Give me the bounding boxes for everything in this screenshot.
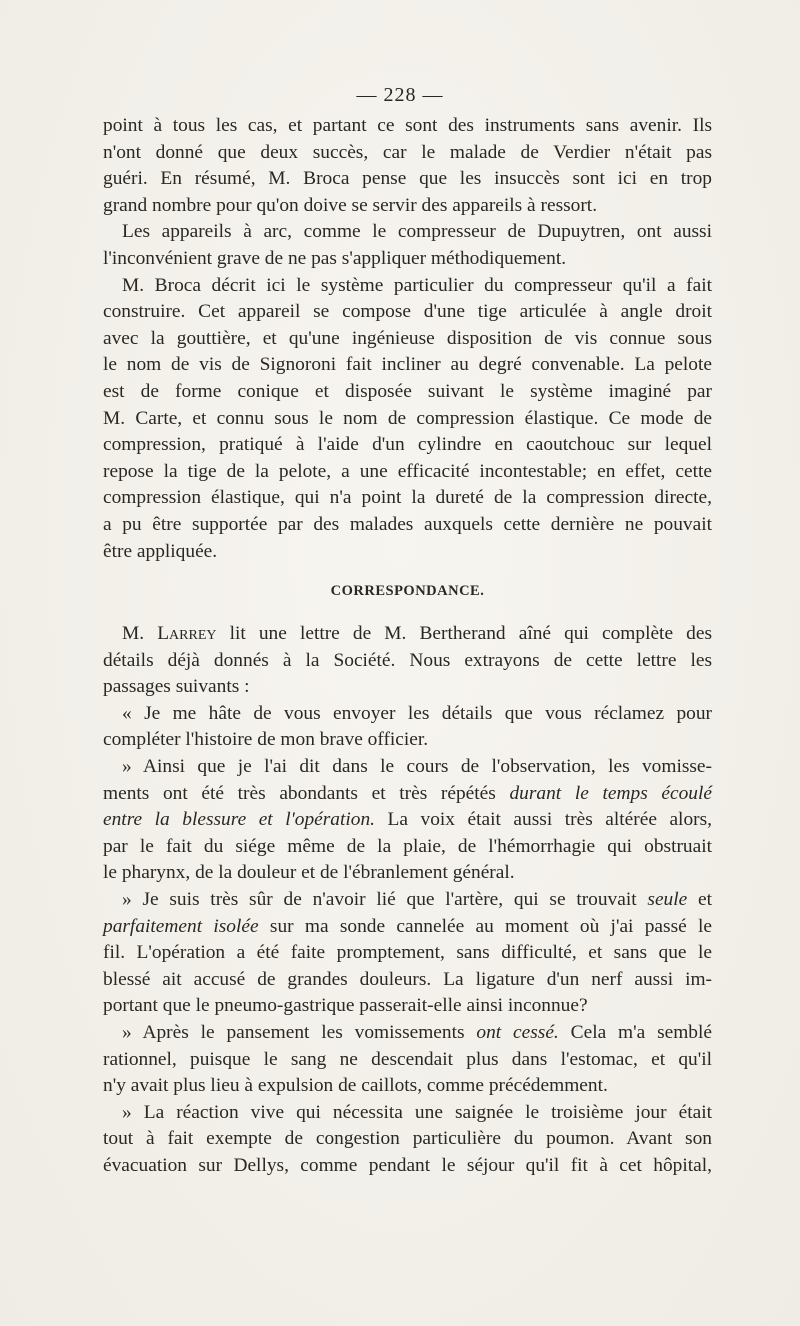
text-fragment: » Après le pansement les vomissements (122, 1022, 477, 1043)
text-line: par le fait du siége même de la plaie, de l'hémorrhagie qui obstruait (103, 835, 712, 857)
text-line: « Je me hâte de vous envoyer les détails que vous réclamez pour (122, 702, 712, 724)
text-line: évacuation sur Dellys, comme pendant le séjour qu'il fit à cet hôpital, (103, 1154, 712, 1176)
text-line: l'inconvénient grave de ne pas s'appliquer méthodiquement. (103, 247, 567, 269)
text-line (103, 621, 712, 648)
text-line: fil. L'opération a été faite promptement, sans difficulté, et sans que le (103, 942, 712, 964)
text-line: a pu être supportée par des malades auxquels cette dernière ne pouvait (103, 513, 712, 535)
text-line: détails déjà donnés à la Société. Nous extrayons de cette lettre les (103, 649, 712, 671)
text-line: M. Carte, et connu sous le nom de compression élastique. Ce mode de (103, 407, 712, 429)
body-text (103, 113, 712, 1180)
text-line: rationnel, puisque le sang ne descendait plus dans l'estomac, et qu'il (103, 1048, 712, 1070)
page-number: — 228 — (356, 84, 444, 106)
text-line: construire. Cet appareil se compose d'une tige articulée à angle droit (103, 301, 712, 323)
italic-fragment: durant le temps écoulé (509, 782, 713, 804)
text-line (103, 887, 712, 914)
text-line: point à tous les cas, et partant ce sont des instruments sans avenir. Ils (103, 115, 712, 136)
text-line: compression, pratiqué à l'aide d'un cylindre en caoutchouc sur lequel (103, 434, 712, 456)
text-fragment: lit une lettre de M. Bertherand aîné qui complète des (216, 623, 713, 645)
text-line: guéri. En résumé, M. Broca pense que les insuccès sont ici en trop (103, 168, 712, 190)
section-heading: CORRESPONDANCE. (330, 583, 485, 600)
text-line: avec la gouttière, et qu'une ingénieuse disposition de vis connue sous (103, 327, 712, 349)
text-line: grand nombre pour qu'on doive se servir des appareils à ressort. (103, 194, 598, 216)
text-line: blessé ait accusé de grandes douleurs. La ligature d'un nerf aussi im- (103, 968, 712, 990)
text-line: n'ont donné que deux succès, car le malade de Verdier n'était pas (103, 141, 712, 163)
text-line: est de forme conique et disposée suivant le système imaginé par (103, 380, 712, 402)
text-line: M. Broca décrit ici le système particulier du compresseur qu'il a fait (122, 274, 712, 296)
text-line: » La réaction vive qui nécessita une saignée le troisième jour était (122, 1101, 712, 1123)
text-line (103, 807, 712, 834)
speaker-prefix: M. (122, 623, 158, 645)
italic-fragment: parfaitement isolée (103, 915, 259, 937)
text-line: portant que le pneumo-gastrique passerait-elle ainsi inconnue? (103, 995, 588, 1017)
text-fragment: La voix était aussi très altérée alors, (375, 809, 712, 831)
text-line: compression élastique, qui n'a point la dureté de la compression directe, (103, 487, 712, 509)
text-line: compléter l'histoire de mon brave officier. (103, 729, 429, 751)
text-line: Les appareils à arc, comme le compresseur de Dupuytren, ont aussi (122, 221, 712, 243)
text-line: être appliquée. (103, 540, 218, 562)
italic-fragment: entre la blessure et l'opération. (103, 809, 376, 831)
text-line: passages suivants : (103, 676, 250, 698)
text-fragment: sur ma sonde cannelée au moment où j'ai passé le (258, 915, 712, 937)
text-line: repose la tige de la pelote, a une efficacité incontestable; en effet, cette (103, 460, 712, 482)
italic-fragment: seule (647, 889, 688, 911)
text-fragment: ments ont été très abondants et très répétés (103, 782, 510, 804)
text-line: » Ainsi que je l'ai dit dans le cours de l'observation, les vomisse- (122, 756, 712, 778)
italic-fragment: ont cessé. (476, 1022, 559, 1043)
text-line: le nom de vis de Signoroni fait incliner au degré convenable. La pelote (103, 354, 712, 376)
text-fragment: Cela m'a semblé (558, 1022, 712, 1043)
text-fragment: » Je suis très sûr de n'avoir lié que l'artère, qui se trouvait (122, 889, 648, 911)
text-line (103, 1020, 712, 1047)
text-line (103, 781, 712, 808)
text-line: le pharynx, de la douleur et de l'ébranlement général. (103, 862, 515, 884)
text-line: tout à fait exempte de congestion particulière du poumon. Avant son (103, 1128, 712, 1150)
text-line (103, 914, 712, 941)
speaker-name: Larrey (157, 623, 217, 645)
text-line: n'y avait plus lieu à expulsion de caillots, comme précédemment. (103, 1075, 608, 1097)
text-fragment: et (687, 889, 713, 911)
